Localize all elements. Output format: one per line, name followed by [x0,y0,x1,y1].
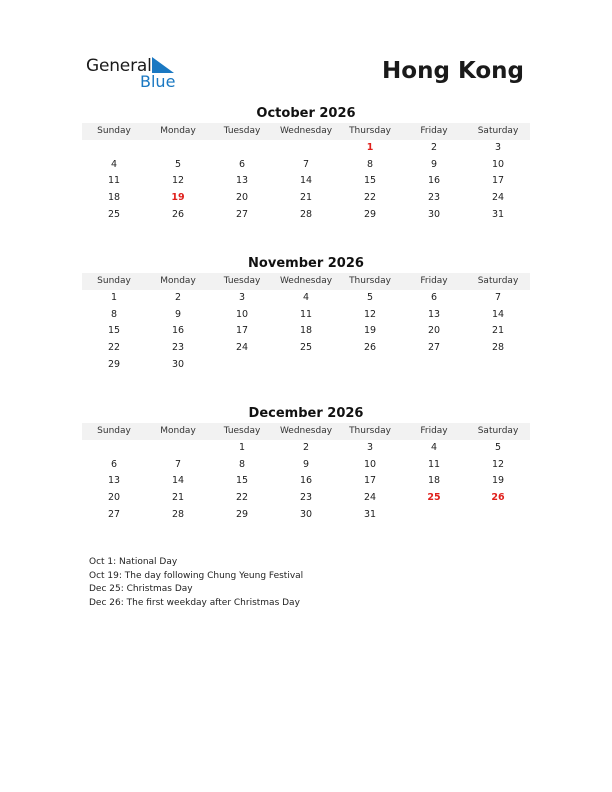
week-row [82,440,530,457]
month-title: October 2026 [256,106,356,121]
weekday-label: Wednesday [279,426,333,436]
day-cell: 4 [430,442,438,453]
day-cell: 12 [491,458,505,470]
logo-text-blue: Blue [140,72,176,91]
logo-flag-icon [152,57,176,73]
day-cell: 22 [235,492,249,504]
day-cell: 14 [491,308,505,320]
day-cell: 20 [427,325,441,337]
day-cell: 8 [366,158,374,170]
day-cell: 18 [427,475,441,487]
day-cell: 10 [235,308,249,320]
day-cell: 14 [171,475,185,487]
day-cell: 11 [299,308,313,320]
day-cell: 2 [430,142,438,153]
month-title: December 2026 [248,406,364,421]
day-cell: 13 [107,475,121,487]
day-cell: 5 [366,292,374,303]
week-row [82,340,530,357]
day-cell: 3 [494,142,502,153]
day-cell: 24 [363,492,377,504]
day-cell: 6 [430,292,438,303]
day-cell: 18 [107,192,121,204]
empty-day-cell [466,507,530,524]
holiday-day-cell: 19 [171,192,185,204]
day-cell: 6 [238,158,246,170]
day-cell: 12 [363,308,377,320]
day-cell: 21 [171,492,185,504]
holiday-note: Oct 19: The day following Chung Yeung Festival [89,570,304,581]
holiday-day-cell: 1 [366,142,374,153]
weekday-label: Tuesday [223,276,261,286]
day-cell: 4 [110,158,118,170]
weekday-label: Saturday [477,276,519,286]
week-row [82,290,530,307]
day-cell: 29 [235,508,249,520]
day-cell: 16 [299,475,313,487]
day-cell: 22 [107,342,121,354]
day-cell: 19 [491,475,505,487]
week-row [82,507,530,524]
day-cell: 1 [110,292,118,303]
day-cell: 13 [427,308,441,320]
day-cell: 11 [107,175,121,187]
empty-day-cell [210,140,274,157]
weekday-label: Saturday [477,426,519,436]
empty-day-cell [82,140,146,157]
weekday-label: Monday [160,426,196,436]
week-row [82,190,530,207]
day-cell: 31 [363,508,377,520]
weekday-label: Friday [420,426,448,436]
day-cell: 15 [235,475,249,487]
day-cell: 24 [235,342,249,354]
day-cell: 27 [107,508,121,520]
month-november [82,255,530,373]
weekday-header [82,273,530,290]
logo [86,56,186,92]
day-cell: 3 [366,442,374,453]
day-cell: 20 [107,492,121,504]
day-cell: 28 [299,208,313,220]
week-row [82,323,530,340]
day-cell: 5 [494,442,502,453]
day-cell: 4 [302,292,310,303]
day-cell: 23 [171,342,185,354]
week-row [82,490,530,507]
empty-day-cell [466,357,530,374]
holiday-day-cell: 26 [491,492,505,504]
weekday-label: Sunday [97,426,131,436]
day-cell: 8 [238,458,246,470]
weekday-label: Thursday [349,126,391,136]
week-row [82,473,530,490]
weekday-label: Tuesday [223,126,261,136]
day-cell: 2 [174,292,182,303]
empty-day-cell [146,440,210,457]
day-cell: 24 [491,192,505,204]
day-cell: 12 [171,175,185,187]
weekday-label: Wednesday [279,276,333,286]
weekday-label: Thursday [349,276,391,286]
weekday-label: Saturday [477,126,519,136]
empty-day-cell [402,507,466,524]
day-cell: 22 [363,192,377,204]
day-cell: 23 [427,192,441,204]
day-cell: 15 [107,325,121,337]
day-cell: 13 [235,175,249,187]
day-cell: 2 [302,442,310,453]
week-row [82,207,530,224]
day-cell: 14 [299,175,313,187]
day-cell: 3 [238,292,246,303]
day-cell: 25 [107,208,121,220]
weekday-label: Thursday [349,426,391,436]
day-cell: 20 [235,192,249,204]
weekday-label: Sunday [97,126,131,136]
day-cell: 25 [299,342,313,354]
weekday-label: Wednesday [279,126,333,136]
day-cell: 11 [427,458,441,470]
week-row [82,357,530,374]
day-cell: 17 [363,475,377,487]
day-cell: 23 [299,492,313,504]
weekday-header [82,423,530,440]
country-title: Hong Kong [382,58,524,84]
day-cell: 29 [363,208,377,220]
day-cell: 17 [491,175,505,187]
weekday-label: Sunday [97,276,131,286]
day-cell: 17 [235,325,249,337]
weekday-label: Tuesday [223,426,261,436]
empty-day-cell [402,357,466,374]
logo-text-general: General [86,56,152,76]
day-cell: 26 [171,208,185,220]
day-cell: 10 [491,158,505,170]
day-cell: 5 [174,158,182,170]
day-cell: 9 [174,308,182,320]
day-cell: 30 [171,358,185,370]
empty-day-cell [210,357,274,374]
day-cell: 28 [171,508,185,520]
day-cell: 21 [491,325,505,337]
weekday-label: Monday [160,126,196,136]
day-cell: 27 [235,208,249,220]
day-cell: 26 [363,342,377,354]
day-cell: 21 [299,192,313,204]
week-row [82,157,530,174]
week-row [82,307,530,324]
month-october [82,105,530,223]
weekday-label: Monday [160,276,196,286]
day-cell: 1 [238,442,246,453]
week-row [82,457,530,474]
holiday-note: Dec 26: The first weekday after Christmas Day [89,598,300,609]
day-cell: 9 [430,158,438,170]
holiday-day-cell: 25 [427,492,441,504]
day-cell: 19 [363,325,377,337]
weekday-label: Friday [420,276,448,286]
week-row [82,140,530,157]
day-cell: 31 [491,208,505,220]
week-row [82,173,530,190]
empty-day-cell [82,440,146,457]
day-cell: 6 [110,458,118,470]
holiday-note: Oct 1: National Day [89,557,178,567]
day-cell: 10 [363,458,377,470]
day-cell: 15 [363,175,377,187]
day-cell: 7 [302,158,310,170]
day-cell: 7 [174,458,182,470]
weekday-header [82,123,530,140]
day-cell: 16 [171,325,185,337]
day-cell: 9 [302,458,310,470]
day-cell: 28 [491,342,505,354]
empty-day-cell [338,357,402,374]
day-cell: 29 [107,358,121,370]
day-cell: 30 [299,508,313,520]
weekday-label: Friday [420,126,448,136]
day-cell: 8 [110,308,118,320]
empty-day-cell [146,140,210,157]
holiday-notes [89,556,303,611]
empty-day-cell [274,357,338,374]
day-cell: 7 [494,292,502,303]
holiday-note: Dec 25: Christmas Day [89,584,193,595]
month-title: November 2026 [248,256,364,271]
day-cell: 27 [427,342,441,354]
empty-day-cell [274,140,338,157]
day-cell: 16 [427,175,441,187]
day-cell: 18 [299,325,313,337]
day-cell: 30 [427,208,441,220]
month-december [82,405,530,523]
